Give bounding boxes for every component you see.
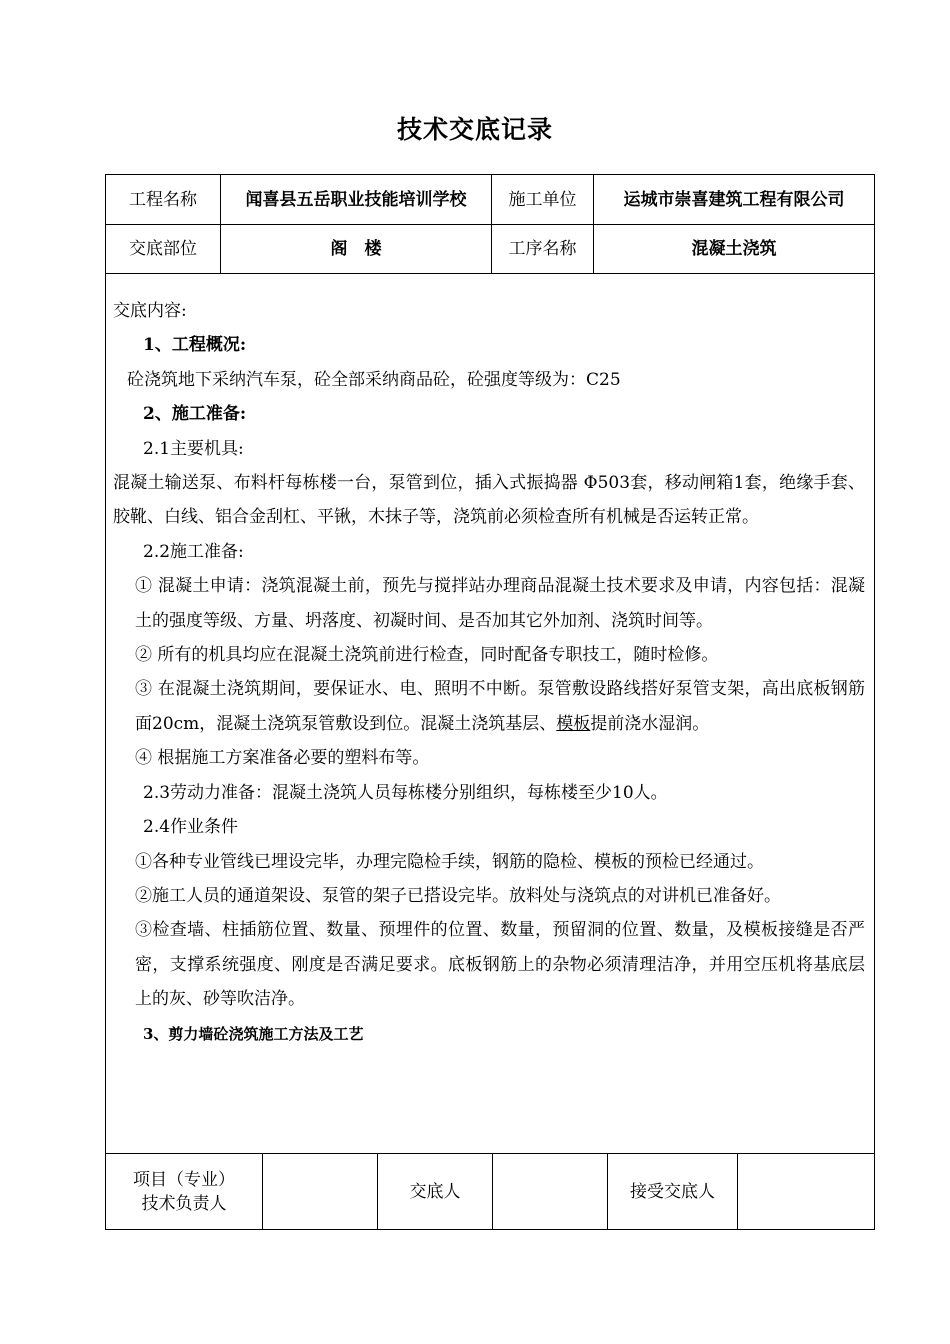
section-2-heading: 2、施工准备: bbox=[143, 404, 247, 425]
receiver-label: 接受交底人 bbox=[630, 1181, 715, 1202]
prep-item-3 bbox=[113, 672, 865, 741]
tech-lead-label bbox=[106, 1154, 262, 1229]
location-label: 交底部位 bbox=[129, 239, 197, 259]
table-border-right bbox=[874, 174, 875, 1230]
prep-item-3-text-a: ③ 在混凝土浇筑期间，要保证水、电、照明不中断。泵管敷设路线搭好泵管支架，高出底板钢筋面20cm，混凝土浇筑泵管敷设到位。混凝土浇筑基层、 bbox=[135, 679, 865, 734]
process-value: 混凝土浇筑 bbox=[691, 239, 777, 259]
discloser-signature-field[interactable] bbox=[493, 1154, 607, 1229]
formwork-link[interactable]: 模板 bbox=[556, 713, 591, 734]
prep-item-1: ① 混凝土申请：浇筑混凝土前，预先与搅拌站办理商品混凝土技术要求及申请，内容包括：混凝土的强度等级、方量、坍落度、初凝时间、是否加其它外加剂、浇筑时间等。 bbox=[135, 576, 865, 631]
location-value: 阁 楼 bbox=[330, 239, 382, 259]
receiver-signature-field[interactable] bbox=[738, 1154, 874, 1229]
section-3-heading: 3、剪力墙砼浇筑施工方法及工艺 bbox=[143, 1024, 364, 1043]
document-title: 技术交底记录 bbox=[396, 115, 553, 144]
content-intro: 交底内容: bbox=[113, 301, 187, 321]
condition-item-3: ③检查墙、柱插筋位置、数量、预埋件的位置、数量，预留洞的位置、数量，及模板接缝是否严密，支撑系统强度、刚度是否满足要求。底板钢筋上的杂物必须清理洁净，并用空压机将基底层上的灰、砂等吹洁净。 bbox=[135, 920, 865, 1010]
section-2-1-heading: 2.1主要机具: bbox=[143, 438, 244, 459]
construction-unit-value: 运城市崇喜建筑工程有限公司 bbox=[623, 189, 845, 210]
prep-item-2: ② 所有的机具均应在混凝土浇筑前进行检查，同时配备专职技工，随时检修。 bbox=[135, 645, 719, 666]
project-name-label: 工程名称 bbox=[129, 189, 197, 210]
section-2-1-text: 混凝土输送泵、布料杆每栋楼一台，泵管到位，插入式振捣器 Φ503套，移动闸箱1套，绝缘手套、胶靴、白线、铝合金刮杠、平锹，木抹子等，浇筑前必须检查所有机械是否运转正常。 bbox=[113, 473, 865, 528]
section-1-heading: 1、工程概况: bbox=[143, 335, 247, 356]
table-border-bottom bbox=[105, 1229, 875, 1230]
condition-item-2: ②施工人员的通道架设、泵管的架子已搭设完毕。放料处与浇筑点的对讲机已准备好。 bbox=[135, 885, 781, 906]
discloser-label: 交底人 bbox=[409, 1181, 461, 1202]
tech-lead-signature-field[interactable] bbox=[263, 1154, 377, 1229]
project-name-value: 闻喜县五岳职业技能培训学校 bbox=[245, 189, 467, 210]
table-border-left bbox=[105, 174, 106, 1230]
tech-lead-label-line-2: 技术负责人 bbox=[141, 1193, 227, 1214]
section-2-3-text: 2.3劳动力准备：混凝土浇筑人员每栋楼分别组织，每栋楼至少10人。 bbox=[143, 782, 668, 803]
section-2-4-heading: 2.4作业条件 bbox=[143, 817, 239, 838]
process-label: 工序名称 bbox=[508, 239, 577, 259]
section-1-text: 砼浇筑地下采纳汽车泵，砼全部采纳商品砼，砼强度等级为：C25 bbox=[127, 369, 621, 390]
prep-item-3-text-b: 提前浇水湿润。 bbox=[590, 713, 710, 734]
construction-unit-label: 施工单位 bbox=[508, 189, 577, 210]
disclosure-content bbox=[113, 294, 865, 1051]
tech-lead-label-line-1: 项目（专业） bbox=[133, 1169, 235, 1190]
prep-item-4: ④ 根据施工方案准备必要的塑料布等。 bbox=[135, 748, 430, 769]
section-2-2-heading: 2.2施工准备: bbox=[143, 541, 244, 562]
condition-item-1: ①各种专业管线已埋设完毕，办理完隐检手续，钢筋的隐检、模板的预检已经通过。 bbox=[135, 851, 764, 872]
